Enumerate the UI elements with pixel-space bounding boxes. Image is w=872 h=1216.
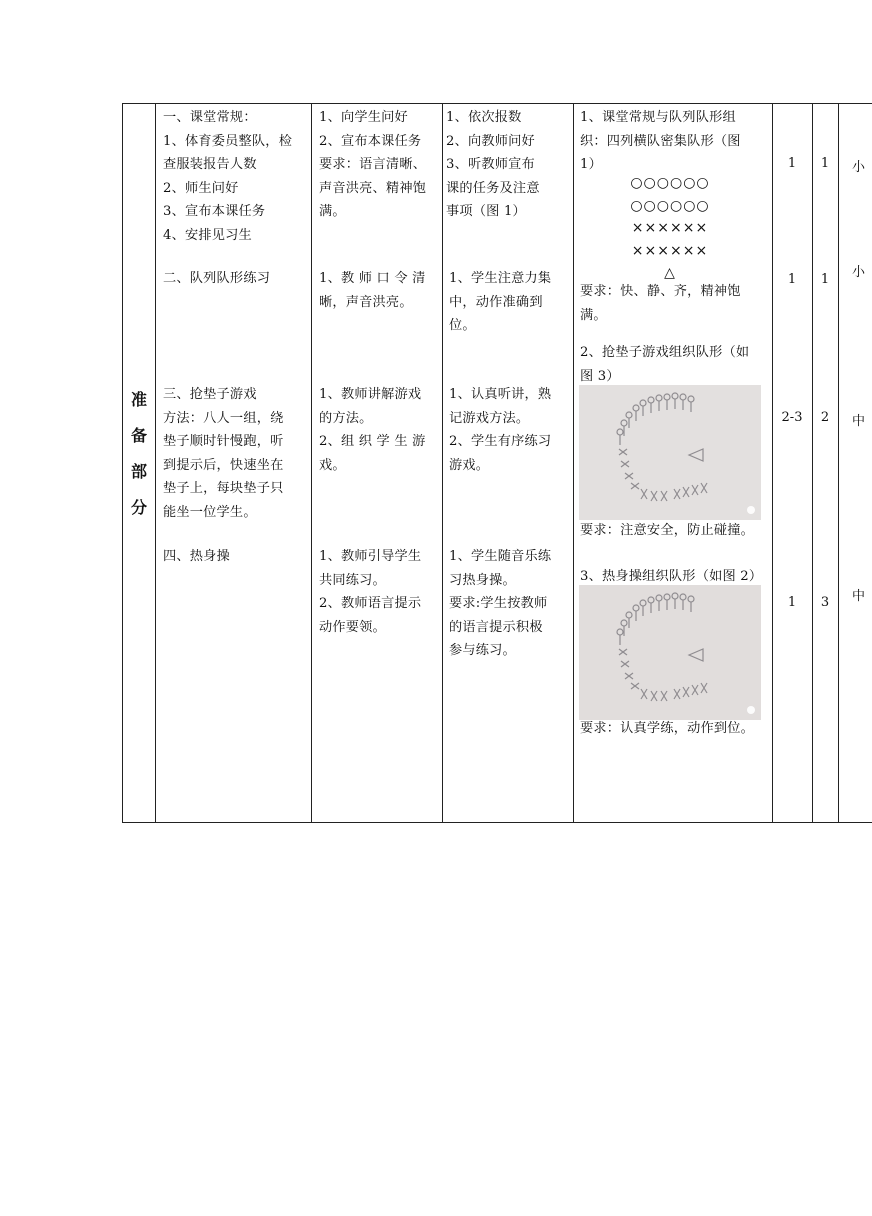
- col-border: [838, 104, 839, 822]
- section-title-char: 部: [130, 462, 147, 481]
- text-line: 二、队列队形练习: [163, 271, 271, 286]
- text-line: 位。: [449, 318, 476, 333]
- org-req-formation: [580, 280, 741, 327]
- text-line: 1、教 师 口 令 清: [319, 271, 426, 286]
- col-border: [155, 104, 156, 822]
- intensity-value: 中: [852, 414, 866, 429]
- text-line: 游戏。: [449, 457, 490, 473]
- intensity-value: 中: [852, 589, 866, 604]
- col-border: [311, 104, 312, 822]
- org-block-game: [580, 341, 749, 388]
- text-line: 的方法。: [319, 410, 373, 426]
- count-value: 3: [820, 595, 830, 610]
- teacher-block-routine: [319, 106, 426, 224]
- text-line: 要求：快、静、齐，精神饱: [580, 284, 741, 299]
- text-line: 1、体育委员整队，检: [163, 133, 293, 149]
- org-req-warmup: [580, 717, 754, 741]
- text-line: 事项（图 1）: [446, 204, 526, 219]
- formation-row: ○○○○○○: [630, 175, 710, 191]
- time-value: 2-3: [781, 410, 803, 425]
- text-line: 习热身操。: [449, 572, 516, 588]
- content-block-routine: [163, 106, 292, 247]
- student-block-formation: [449, 267, 551, 338]
- text-line: 1、课堂常规与队列队形组: [580, 110, 736, 125]
- text-line: 的语言提示积极: [449, 619, 543, 635]
- text-line: 中，动作准确到: [449, 294, 543, 310]
- text-line: 四、热身操: [163, 549, 230, 564]
- text-line: 垫子上，每块垫子只: [163, 481, 284, 496]
- org-req-game: [580, 519, 754, 543]
- text-line: 要求：认真学练，动作到位。: [580, 721, 755, 736]
- text-line: 2、向教师问好: [446, 133, 535, 149]
- text-line: 共同练习。: [319, 572, 386, 588]
- text-line: 2、师生问好: [163, 180, 239, 196]
- text-line: 3、热身操组织队形（如图 2）: [580, 569, 763, 584]
- text-line: 1、认真听讲，熟: [449, 387, 552, 402]
- text-line: 1）: [580, 157, 602, 172]
- teacher-block-game: [319, 383, 425, 477]
- col-border: [812, 104, 813, 822]
- col-border: [122, 104, 123, 822]
- text-line: 要求：语言清晰、: [319, 157, 427, 172]
- text-line: 课的任务及注意: [446, 180, 540, 196]
- text-line: 能坐一位学生。: [163, 504, 257, 520]
- time-value: 1: [787, 272, 797, 287]
- text-line: 1、教师引导学生: [319, 549, 422, 564]
- col-border: [442, 104, 443, 822]
- text-line: 参与练习。: [449, 643, 516, 658]
- text-line: 2、抢垫子游戏组织队形（如: [580, 345, 750, 360]
- text-line: 查服装报告人数: [163, 157, 257, 172]
- text-line: 2、组 织 学 生 游: [319, 434, 426, 449]
- text-line: 1、教师讲解游戏: [319, 387, 422, 402]
- text-line: 戏。: [319, 457, 346, 473]
- text-line: 一、课堂常规：: [163, 110, 257, 125]
- time-value: 1: [787, 156, 797, 171]
- formation-row: ××××××: [631, 220, 709, 236]
- count-value: 1: [820, 272, 830, 287]
- warmup-formation-photo: [579, 585, 761, 720]
- text-line: 垫子顺时针慢跑，听: [163, 434, 284, 449]
- teacher-triangle: △: [664, 265, 676, 281]
- game-formation-photo: [579, 385, 761, 520]
- text-line: 1、学生随音乐练: [449, 549, 552, 564]
- col-border: [573, 104, 574, 822]
- teacher-block-warmup: [319, 545, 421, 639]
- intensity-value: 小: [852, 160, 866, 175]
- text-line: 满。: [580, 307, 607, 323]
- section-title: [128, 382, 150, 526]
- formation-sketch-icon: [579, 385, 761, 520]
- text-line: 3、宣布本课任务: [163, 204, 266, 219]
- text-line: 2、学生有序练习: [449, 434, 552, 449]
- text-line: 1、依次报数: [446, 110, 522, 125]
- text-line: 到提示后，快速坐在: [163, 457, 284, 473]
- count-value: 1: [820, 156, 830, 171]
- text-line: 织：四列横队密集队形（图: [580, 133, 741, 149]
- text-line: 满。: [319, 204, 346, 219]
- content-block-game: [163, 383, 284, 524]
- content-block-warmup: [163, 545, 230, 569]
- time-value: 1: [787, 595, 797, 610]
- formation-row: ××××××: [631, 242, 709, 259]
- text-line: 2、宣布本课任务: [319, 133, 422, 149]
- text-line: 4、安排见习生: [163, 227, 252, 243]
- section-title-char: 准: [130, 390, 147, 409]
- formation-sketch-icon: [579, 585, 761, 720]
- student-block-routine: [446, 106, 540, 224]
- text-line: 1、向学生问好: [319, 110, 408, 125]
- text-line: 三、抢垫子游戏: [163, 387, 257, 402]
- section-title-char: 备: [130, 426, 147, 445]
- text-line: 晰，声音洪亮。: [319, 294, 413, 310]
- text-line: 要求:学生按教师: [449, 596, 548, 611]
- student-block-game: [449, 383, 551, 477]
- intensity-value: 小: [852, 265, 866, 280]
- text-line: 2、教师语言提示: [319, 596, 422, 611]
- formation-row: ○○○○○○: [630, 197, 710, 214]
- formation-diagram: [580, 172, 760, 285]
- section-title-char: 分: [130, 498, 147, 517]
- content-block-formation: [163, 267, 270, 291]
- student-block-warmup: [449, 545, 551, 663]
- text-line: 1、学生注意力集: [449, 271, 552, 286]
- teacher-block-formation: [319, 267, 425, 314]
- count-value: 2: [820, 410, 830, 425]
- text-line: 记游戏方法。: [449, 410, 530, 426]
- text-line: 图 3）: [580, 368, 620, 384]
- org-block-routine: [580, 106, 741, 177]
- text-line: 声音洪亮、精神饱: [319, 180, 427, 196]
- col-border: [772, 104, 773, 822]
- text-line: 3、听教师宣布: [446, 157, 535, 172]
- text-line: 要求：注意安全，防止碰撞。: [580, 523, 755, 538]
- text-line: 动作要领。: [319, 619, 386, 635]
- text-line: 方法：八人一组，绕: [163, 410, 284, 426]
